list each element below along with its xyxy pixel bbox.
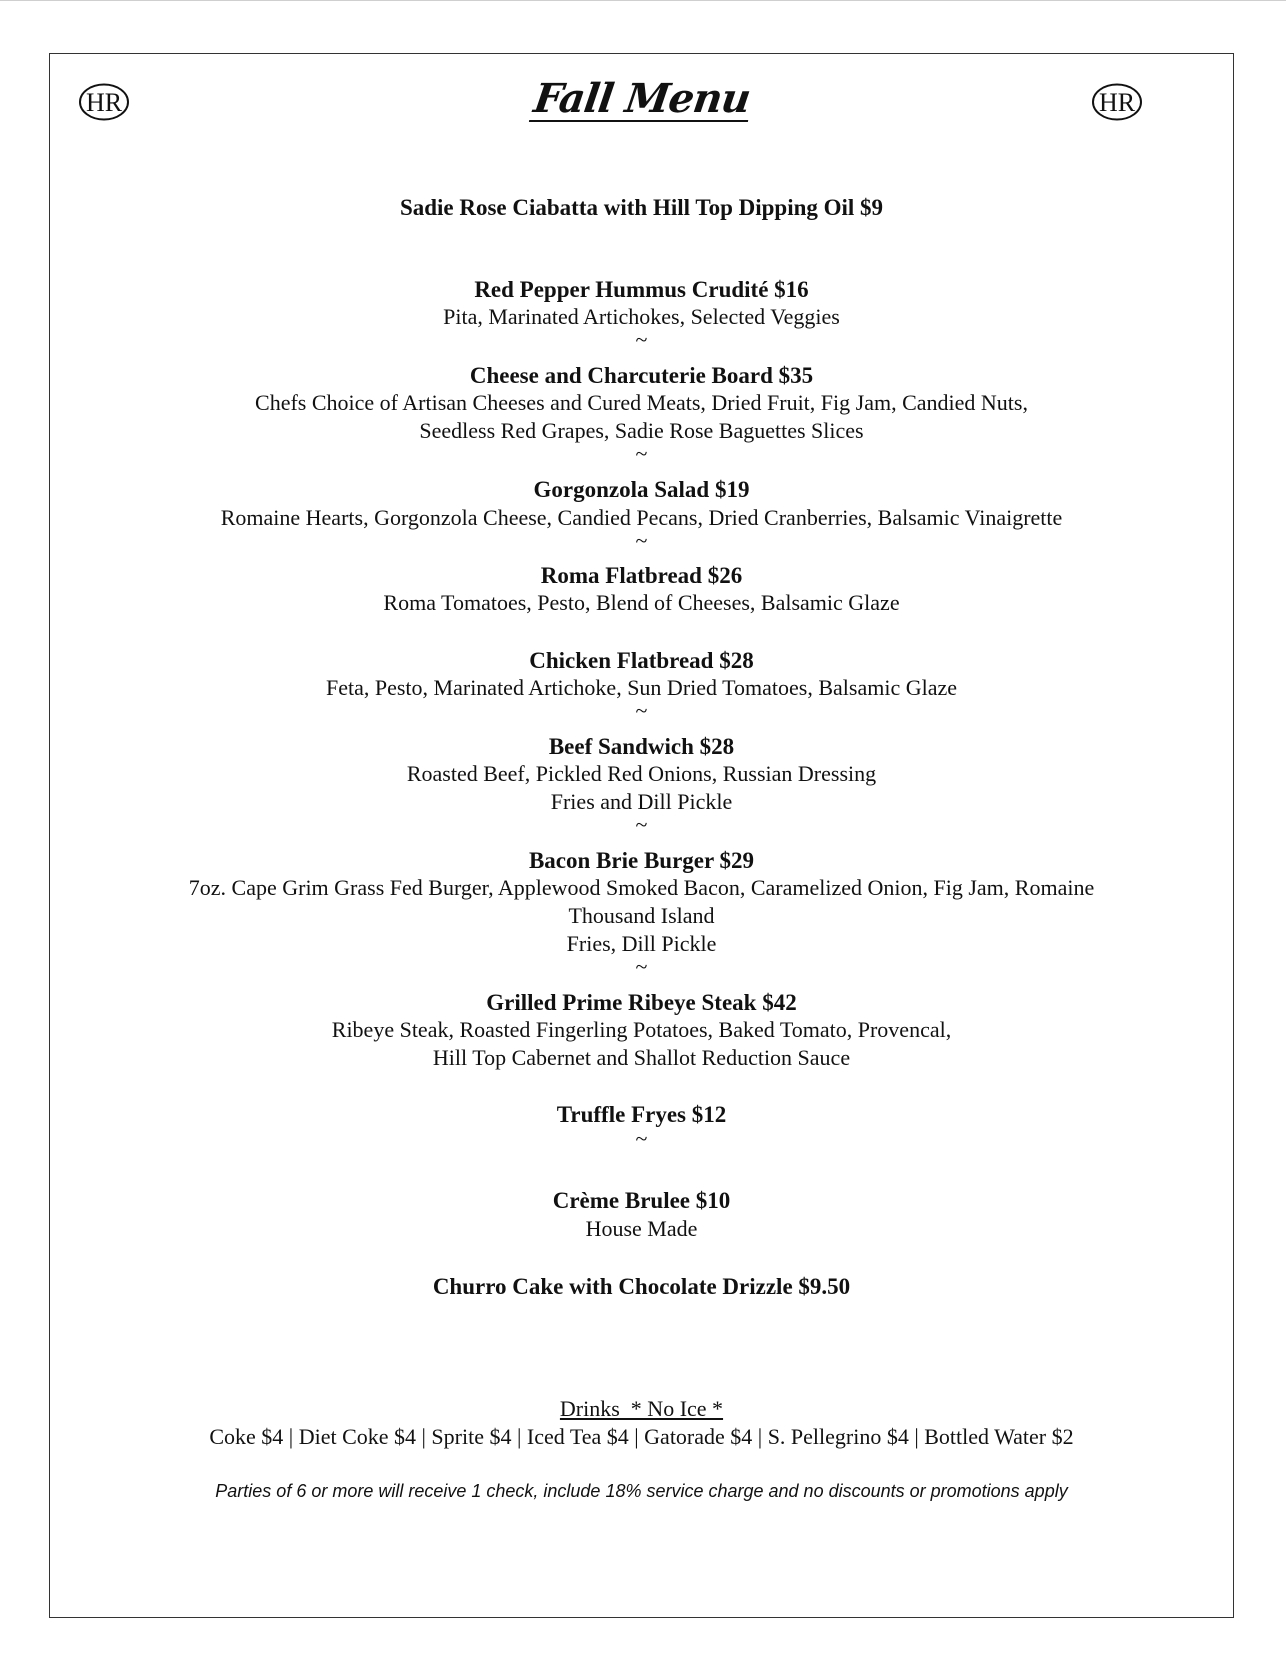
separator: ~ <box>635 812 648 837</box>
separator: ~ <box>635 698 648 723</box>
menu-item-title: Churro Cake with Chocolate Drizzle $9.50 <box>432 1274 851 1299</box>
menu-item-desc: Fries, Dill Pickle <box>566 931 717 956</box>
drinks-list: Coke $4 | Diet Coke $4 | Sprite $4 | Iced Tea $4 | Gatorade $4 | S. Pellegrino $4 | Bottled Water $2 <box>209 1424 1074 1449</box>
top-divider <box>0 0 1286 1</box>
menu-item-title: Bacon Brie Burger $29 <box>528 848 755 873</box>
menu-item-title: Beef Sandwich $28 <box>548 734 735 759</box>
menu-item-desc: Fries and Dill Pickle <box>550 789 733 814</box>
menu-item-desc: Pita, Marinated Artichokes, Selected Veggies <box>443 304 840 329</box>
party-policy-note: Parties of 6 or more will receive 1 check, include 18% service charge and no discounts or promotions apply <box>215 1481 1068 1501</box>
menu-item-desc: Chefs Choice of Artisan Cheeses and Cured Meats, Dried Fruit, Fig Jam, Candied Nuts, <box>255 390 1028 415</box>
menu-item-title: Grilled Prime Ribeye Steak $42 <box>486 990 797 1015</box>
menu-item-title: Gorgonzola Salad $19 <box>533 477 750 502</box>
svg-text:HR: HR <box>85 88 123 117</box>
menu-item-title: Red Pepper Hummus Crudité $16 <box>474 277 809 302</box>
menu-title <box>50 75 1233 122</box>
menu-item-title: Truffle Fryes $12 <box>556 1102 727 1127</box>
menu-title-text: Fall Menu <box>530 75 753 122</box>
drinks-title: Drinks * No Ice * <box>559 1396 724 1421</box>
menu-item-title: Crème Brulee $10 <box>552 1188 731 1213</box>
menu-item-title: Sadie Rose Ciabatta with Hill Top Dipping Oil $9 <box>399 195 884 220</box>
menu-item-title: Roma Flatbread $26 <box>540 563 743 588</box>
menu-item-desc: Roma Tomatoes, Pesto, Blend of Cheeses, Balsamic Glaze <box>383 590 900 615</box>
menu-item-desc: Romaine Hearts, Gorgonzola Cheese, Candied Pecans, Dried Cranberries, Balsamic Vinaigrette <box>220 505 1063 530</box>
separator: ~ <box>635 1126 648 1151</box>
menu-page <box>49 53 1234 1618</box>
separator: ~ <box>635 441 648 466</box>
menu-item-desc: Thousand Island <box>568 903 715 928</box>
separator: ~ <box>635 327 648 352</box>
menu-item-desc: Ribeye Steak, Roasted Fingerling Potatoes, Baked Tomato, Provencal, <box>331 1017 952 1042</box>
drinks-heading <box>50 1395 1233 1423</box>
svg-text:HR: HR <box>1098 88 1136 117</box>
separator: ~ <box>635 954 648 979</box>
separator: ~ <box>635 528 648 553</box>
menu-item-desc: Hill Top Cabernet and Shallot Reduction Sauce <box>432 1045 851 1070</box>
menu-item-title: Chicken Flatbread $28 <box>529 648 754 673</box>
menu-item-desc: Feta, Pesto, Marinated Artichoke, Sun Dried Tomatoes, Balsamic Glaze <box>325 675 958 700</box>
menu-item-desc: Roasted Beef, Pickled Red Onions, Russian Dressing <box>406 761 877 786</box>
menu-item-desc: Seedless Red Grapes, Sadie Rose Baguettes Slices <box>419 418 864 443</box>
menu-item-desc: House Made <box>585 1216 698 1241</box>
menu-item-title: Cheese and Charcuterie Board $35 <box>469 363 814 388</box>
menu-item-desc: 7oz. Cape Grim Grass Fed Burger, Applewood Smoked Bacon, Caramelized Onion, Fig Jam, Romaine <box>188 875 1095 900</box>
